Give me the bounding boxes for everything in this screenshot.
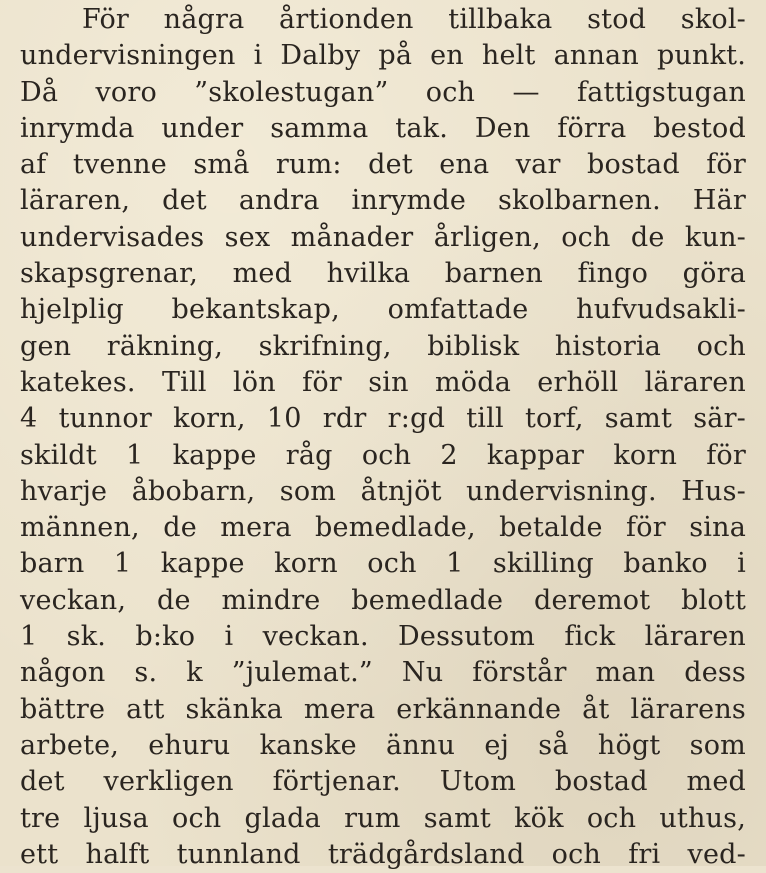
text-line: tre ljusa och glada rum samt kök och uthus, <box>20 802 746 834</box>
text-line: ett halft tunnland trädgårdsland och fri ved- <box>20 838 746 870</box>
article-text-column <box>20 2 746 873</box>
text-line: 4 tunnor korn, 10 rdr r:gd till torf, samt sär- <box>20 403 746 435</box>
text-line: männen, de mera bemedlade, betalde för sina <box>20 512 746 544</box>
text-line: veckan, de mindre bemedlade deremot blott <box>20 584 746 616</box>
text-line: 1 sk. b:ko i veckan. Dessutom fick läraren <box>20 621 746 653</box>
text-line: bättre att skänka mera erkännande åt lärarens <box>20 693 746 725</box>
text-line: hjelplig bekantskap, omfattade hufvudsakli- <box>20 294 746 326</box>
text-line: skildt 1 kappe råg och 2 kappar korn för <box>20 439 746 471</box>
text-line: undervisades sex månader årligen, och de kun- <box>20 221 746 253</box>
text-line: det verkligen förtjenar. Utom bostad med <box>20 766 746 798</box>
text-line: skapsgrenar, med hvilka barnen fingo göra <box>20 258 746 290</box>
text-line: katekes. Till lön för sin möda erhöll läraren <box>20 366 746 398</box>
text-line: Då voro ”skolestugan” och — fattigstugan <box>20 76 746 108</box>
text-line: För några årtionden tillbaka stod skol- <box>82 4 746 35</box>
text-line: inrymda under samma tak. Den förra bestod <box>20 112 746 144</box>
text-line: arbete, ehuru kanske ännu ej så högt som <box>20 729 746 761</box>
text-line: af tvenne små rum: det ena var bostad för <box>20 149 746 181</box>
text-line: hvarje åbobarn, som åtnjöt undervisning. Hus- <box>20 475 746 507</box>
text-line: barn 1 kappe korn och 1 skilling banko i <box>20 548 746 580</box>
text-line: någon s. k ”julemat.” Nu förstår man dess <box>20 657 746 689</box>
text-line: undervisningen i Dalby på en helt annan punkt. <box>20 40 746 72</box>
text-line: gen räkning, skrifning, biblisk historia och <box>20 330 746 362</box>
text-line: läraren, det andra inrymde skolbarnen. Här <box>20 185 746 217</box>
